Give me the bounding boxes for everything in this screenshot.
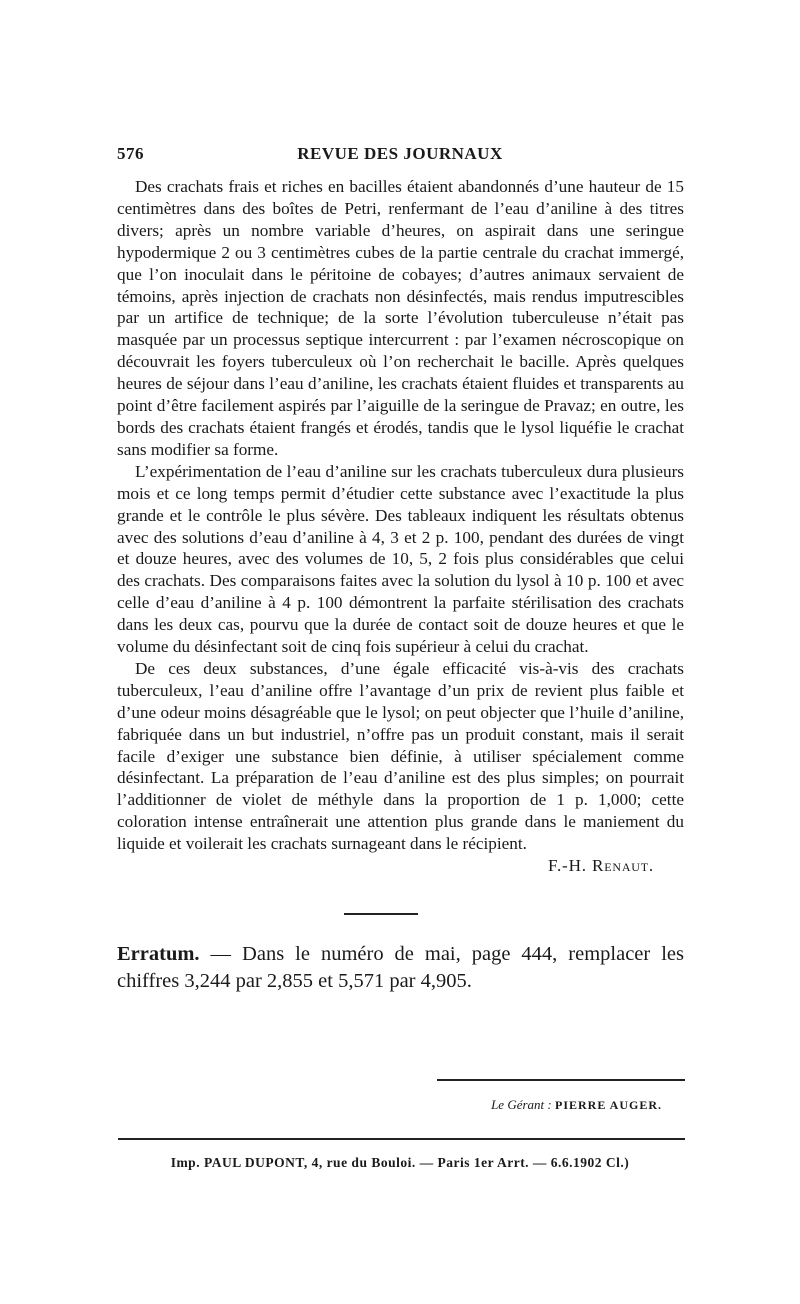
paragraph: Des crachats frais et riches en bacilles étaient abandonnés d’une hauteur de 15 centimètres dans des boîtes de Petri, renfermant de l’eau d’aniline à des titres divers; après un nombre variable d’heures, on aspirait dans une seringue hypodermique 2 ou 3 centimètres cubes de la partie centrale du crachat immergé, que l’on inoculait dans le péritoine de cobayes; d’autres animaux servaient de témoins, après injection de crachats non désinfectés, mais rendus imputrescibles par un artifice de technique; de la sorte l’évolution tuberculeuse n’était pas masquée par un processus septique intercurrent : par l’examen nécroscopique on découvrait les foyers tuberculeux où l’on recherchait le bacille. Après quelques heures de séjour dans l’eau d’aniline, les crachats étaient fluides et transparents au point d’être facilement aspirés par l’aiguille de la seringue de Pravaz; en outre, les bords des crachats étaient frangés et érodés, tandis que le lysol liquéfie le crachat sans modifier sa forme. — [117, 177, 684, 459]
imprint-divider — [118, 1138, 685, 1140]
signature-line — [117, 855, 684, 877]
page-number: 576 — [117, 144, 144, 163]
paragraph-text: De ces deux substances, d’une égale efficacité vis-à-vis des crachats tuberculeux, l’eau d’aniline offre l’avantage d’un prix de revient plus faible et d’une odeur moins désagréable que le lysol; on peut objecter que l’huile d’aniline, fabriquée dans un but industriel, n’offre pas un produit constant, mais il serait facile d’exiger une substance bien définie, à utiliser spécialement comme désinfectant. La préparation de l’eau d’aniline est des plus simples; on pourrait l’additionner de violet de méthyle dans la proportion de 1 p. 1,000; cette coloration intense entraînerait une attention plus grande dans le maniement du liquide et voilerait les crachats surnageant dans le récipient. — [117, 658, 684, 854]
paragraph: L’expérimentation de l’eau d’aniline sur les crachats tuberculeux dura plusieurs mois et ce long temps permit d’étudier cette substance avec l’exactitude la plus grande et le contrôle le plus sévère. Des tableaux indiquent les résultats obtenus avec des solutions d’eau d’aniline à 4, 3 et 2 p. 100, pendant des durées de vingt et douze heures, avec des volumes de 10, 5, 2 fois plus considérables que celui des crachats. Des comparaisons faites avec la solution du lysol à 10 p. 100 et avec celle d’eau d’aniline à 4 p. 100 démontrent la parfaite stérilisation des crachats dans les deux cas, pourvu que la durée de contact soit de douze heures et que le volume du désinfectant soit de cinq fois supérieur à celui du crachat. — [117, 461, 684, 657]
erratum-label: Erratum. — [117, 943, 200, 965]
paragraph — [117, 658, 684, 855]
gerant-role: Le Gérant : — [491, 1097, 552, 1112]
running-head: REVUE DES JOURNAUX — [297, 144, 503, 163]
section-divider — [344, 913, 418, 915]
erratum-note — [117, 941, 684, 995]
gerant-divider — [437, 1079, 685, 1081]
printer-imprint: Imp. PAUL DUPONT, 4, rue du Bouloi. — Paris 1er Arrt. — 6.6.1902 Cl.) — [170, 1155, 630, 1170]
article-body — [117, 176, 684, 877]
gerant-line — [300, 1097, 662, 1113]
erratum-text: — Dans le numéro de mai, page 444, remplacer les chiffres 3,244 par 2,855 et 5,571 par 4,905. — [117, 943, 684, 992]
author-signature: F.-H. Renaut. — [547, 856, 654, 876]
gerant-name: PIERRE AUGER. — [554, 1098, 662, 1112]
